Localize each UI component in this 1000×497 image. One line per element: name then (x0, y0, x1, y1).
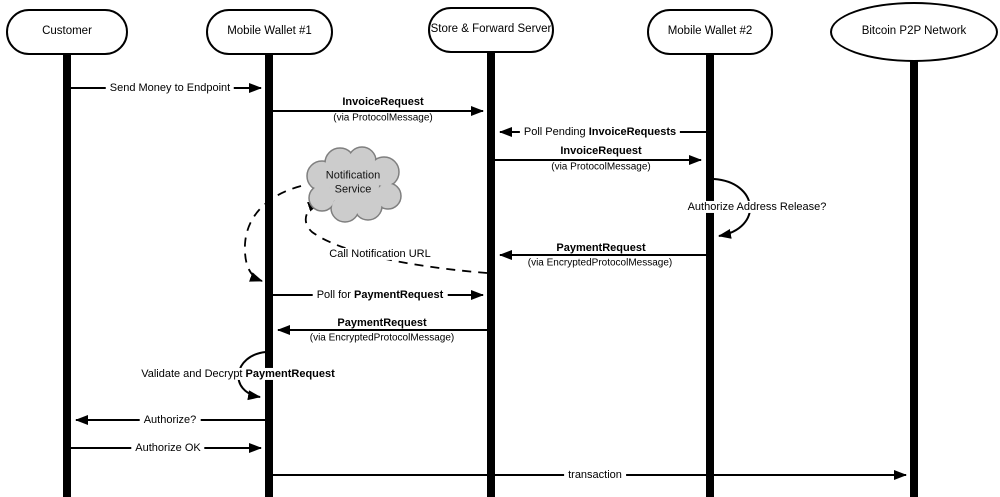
message-poll-for-bold: PaymentRequest (354, 288, 444, 301)
message-validate-and-decrypt (137, 368, 339, 380)
message-call-notification-url: Call Notification URL (325, 248, 434, 260)
actor-customer-label: Customer (42, 25, 92, 38)
message-validate-bold: PaymentRequest (245, 367, 335, 380)
actor-customer (6, 9, 128, 55)
lifeline-mobile-wallet-2 (706, 54, 714, 497)
message-authorize-question: Authorize? (140, 414, 201, 426)
actor-mobile-wallet-2-label: Mobile Wallet #2 (667, 25, 753, 38)
notification-cloud-label: Notification Service (325, 169, 381, 195)
message-poll-pending-bold: InvoiceRequests (588, 125, 677, 138)
lifeline-store-forward-server (487, 52, 495, 497)
message-poll-for-payment-request (313, 289, 448, 301)
message-invoice-request-2-via: (via ProtocolMessage) (551, 161, 651, 173)
lifelines (63, 52, 918, 497)
message-transaction: transaction (564, 469, 626, 481)
message-payment-request-to-server-via: (via EncryptedProtocolMessage) (527, 257, 673, 269)
lifeline-mobile-wallet-1 (265, 54, 273, 497)
actor-bitcoin-p2p-network-label: Bitcoin P2P Network (861, 25, 967, 38)
message-validate-prefix: Validate and Decrypt (141, 367, 246, 380)
actor-mobile-wallet-1-label: Mobile Wallet #1 (227, 25, 312, 38)
message-invoice-request-1-via: (via ProtocolMessage) (333, 112, 433, 124)
message-payment-request-to-wallet1-via: (via EncryptedProtocolMessage) (309, 332, 455, 344)
message-send-money: Send Money to Endpoint (106, 82, 234, 94)
lifeline-customer (63, 54, 71, 497)
message-authorize-address-release: Authorize Address Release? (684, 201, 831, 213)
message-payment-request-to-server: PaymentRequest (556, 241, 646, 254)
message-invoice-request-1: InvoiceRequest (342, 95, 424, 108)
message-poll-for-prefix: Poll for (316, 288, 355, 301)
actor-mobile-wallet-1 (206, 9, 333, 55)
actor-mobile-wallet-2 (647, 9, 773, 55)
actor-bitcoin-p2p-network (830, 2, 998, 62)
actor-store-forward-server-label: Store & Forward Server (430, 23, 552, 36)
message-payment-request-to-wallet1: PaymentRequest (337, 316, 427, 329)
message-authorize-ok: Authorize OK (131, 442, 204, 454)
lifeline-bitcoin-p2p-network (910, 61, 918, 497)
message-poll-pending (520, 126, 680, 138)
message-invoice-request-2: InvoiceRequest (560, 144, 642, 157)
message-poll-pending-prefix: Poll Pending (523, 125, 589, 138)
actor-store-forward-server (428, 7, 554, 53)
